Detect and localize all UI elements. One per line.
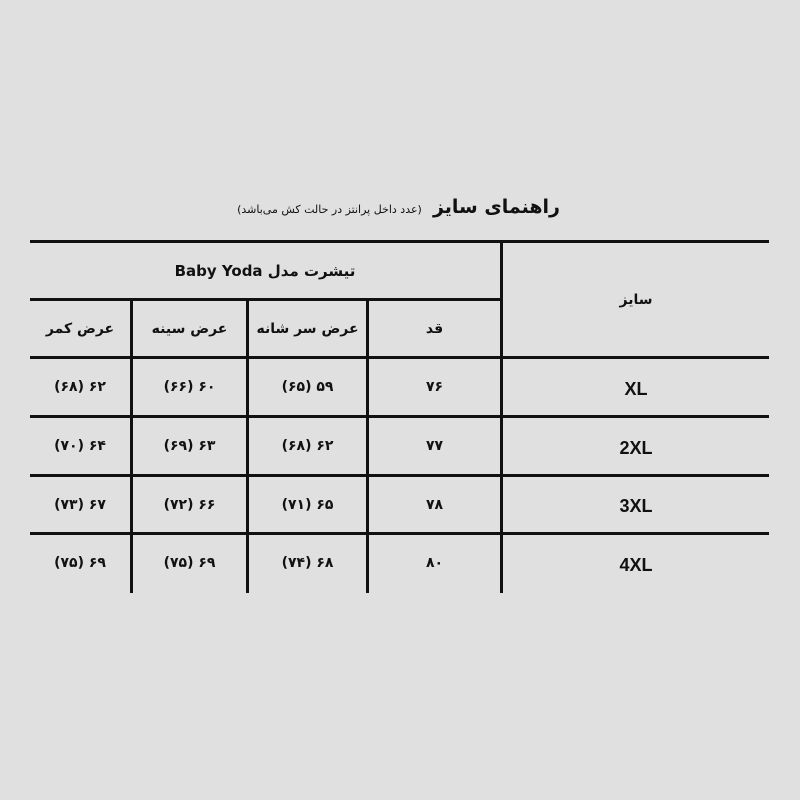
title-block	[237, 196, 560, 218]
table-cell-waist-width: ۶۹ (۷۵)	[54, 555, 106, 571]
row-size-label: 4XL	[619, 554, 653, 575]
table-cell-shoulder-width: ۶۸ (۷۴)	[281, 555, 334, 571]
table-cell-waist-width: ۶۲ (۶۸)	[54, 379, 106, 395]
table-cell-shoulder-width: ۶۵ (۷۱)	[281, 496, 334, 513]
size-column-header: سایز	[619, 291, 653, 308]
table-cell-shoulder-width: ۵۹ (۶۵)	[281, 379, 334, 395]
table-cell-length: ۷۷	[425, 438, 444, 454]
row-size-label: XL	[624, 378, 648, 399]
table-cell-length: ۷۶	[425, 379, 444, 395]
table-cell-length: ۸۰	[425, 555, 444, 571]
table-cell-waist-width: ۶۷ (۷۳)	[54, 496, 106, 513]
table-cell-chest-width: ۶۶ (۷۲)	[163, 496, 216, 513]
table-cell-chest-width: ۶۹ (۷۵)	[163, 555, 216, 571]
page-title: راهنمای سایز	[432, 196, 560, 218]
column-header-length: قد	[425, 320, 444, 337]
table-cell-length: ۷۸	[425, 496, 444, 513]
column-header-shoulder-width: عرض سر شانه	[256, 320, 359, 337]
title-note: (عدد داخل پرانتز در حالت کش می‌باشد)	[237, 203, 422, 216]
table-cell-chest-width: ۶۳ (۶۹)	[163, 438, 216, 454]
product-group-header: تیشرت مدل Baby Yoda	[174, 261, 356, 280]
table-cell-waist-width: ۶۴ (۷۰)	[54, 438, 106, 454]
column-header-waist-width: عرض کمر	[45, 320, 115, 337]
row-size-label: 2XL	[619, 437, 653, 458]
column-header-chest-width: عرض سینه	[151, 320, 228, 337]
table-cell-shoulder-width: ۶۲ (۶۸)	[281, 438, 334, 454]
table-cell-chest-width: ۶۰ (۶۶)	[163, 379, 216, 395]
row-size-label: 3XL	[619, 495, 653, 516]
